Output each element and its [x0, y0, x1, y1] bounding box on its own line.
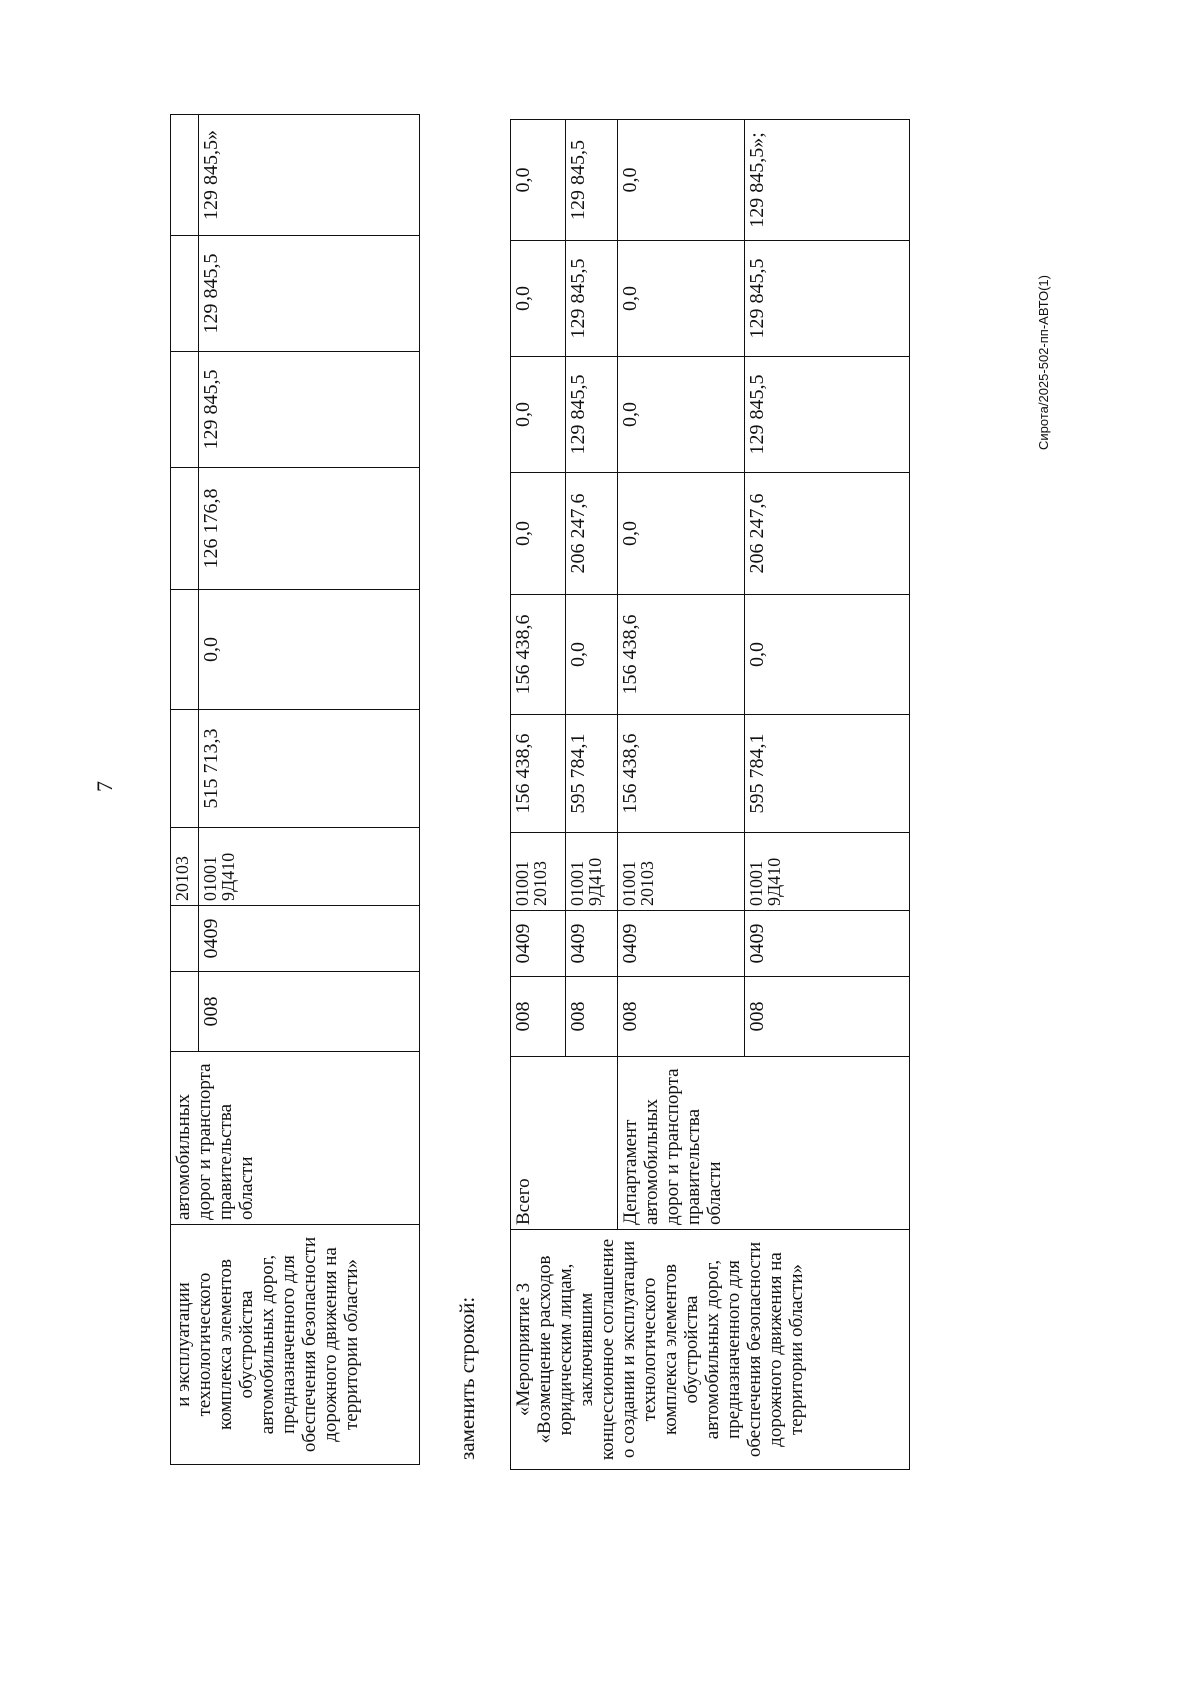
grbs-cell: 008	[618, 977, 745, 1057]
code-cell: 20103	[171, 828, 199, 906]
value-cell: 595 784,1	[566, 715, 618, 833]
grbs-cell: 008	[745, 977, 910, 1057]
section-cell: 0409	[618, 911, 745, 977]
value-cell: 206 247,6	[566, 473, 618, 595]
code-cell: 01001 20103	[618, 833, 745, 911]
new-row-table	[510, 119, 910, 1470]
grbs-cell: 008	[511, 977, 566, 1057]
value-cell: 595 784,1	[745, 715, 910, 833]
measure-name-cell: и эксплуатации технологического комплекса элементов обустройства автомобильных дорог, предназначенного для обеспечения безопасности дорожного движения на территории области»	[171, 1225, 420, 1465]
value-cell: 0,0	[618, 120, 745, 241]
section-cell: 0409	[199, 906, 420, 972]
code-cell: 01001 9Д410	[745, 833, 910, 911]
value-cell: 0,0	[745, 595, 910, 715]
department-cell: Департамент автомобильных дорог и транспорта правительства области	[618, 1057, 910, 1230]
code-cell: 01001 9Д410	[566, 833, 618, 911]
department-total-cell: Всего	[511, 1057, 618, 1230]
value-cell: 0,0	[618, 473, 745, 595]
value-cell: 156 438,6	[511, 595, 566, 715]
section-cell: 0409	[566, 911, 618, 977]
value-cell: 206 247,6	[745, 473, 910, 595]
page-number: 7	[92, 781, 117, 792]
value-cell: 0,0	[511, 241, 566, 357]
code-cell: 01001 20103	[511, 833, 566, 911]
old-row-table	[170, 114, 420, 1465]
value-cell: 0,0	[511, 357, 566, 473]
grbs-cell: 008	[199, 972, 420, 1052]
value-cell: 0,0	[618, 241, 745, 357]
replace-instruction: заменить строкой:	[455, 1296, 479, 1460]
value-cell: 129 845,5	[745, 357, 910, 473]
code-cell: 01001 9Д410	[199, 828, 420, 906]
department-cell: автомобильных дорог и транспорта правительства области	[171, 1052, 420, 1225]
value-cell: 515 713,3	[199, 710, 420, 828]
measure-name-cell: «Мероприятие 3 «Возмещение расходов юридическим лицам, заключившим концессионное соглашение о создании и эксплуатации технологического комплекса элементов обустройства автомобильных дорог, предназначенного для обеспечения безопасности дорожного движения на территории области»	[511, 1230, 910, 1470]
value-cell: 129 845,5	[199, 352, 420, 468]
value-cell: 0,0	[511, 473, 566, 595]
value-cell: 156 438,6	[618, 595, 745, 715]
value-cell: 129 845,5	[566, 120, 618, 241]
section-cell: 0409	[511, 911, 566, 977]
value-cell: 126 176,8	[199, 468, 420, 590]
value-cell: 129 845,5	[745, 241, 910, 357]
value-cell: 0,0	[566, 595, 618, 715]
value-cell: 129 845,5»;	[745, 120, 910, 241]
value-cell: 156 438,6	[618, 715, 745, 833]
value-cell: 129 845,5	[566, 241, 618, 357]
value-cell: 0,0	[199, 590, 420, 710]
value-cell: 0,0	[618, 357, 745, 473]
value-cell: 156 438,6	[511, 715, 566, 833]
value-cell: 129 845,5	[199, 236, 420, 352]
grbs-cell: 008	[566, 977, 618, 1057]
value-cell: 129 845,5»	[199, 115, 420, 236]
value-cell: 0,0	[511, 120, 566, 241]
value-cell: 129 845,5	[566, 357, 618, 473]
section-cell: 0409	[745, 911, 910, 977]
document-footer-id: Сирота/2025-502-пп-АВТО(1)	[1036, 275, 1051, 450]
